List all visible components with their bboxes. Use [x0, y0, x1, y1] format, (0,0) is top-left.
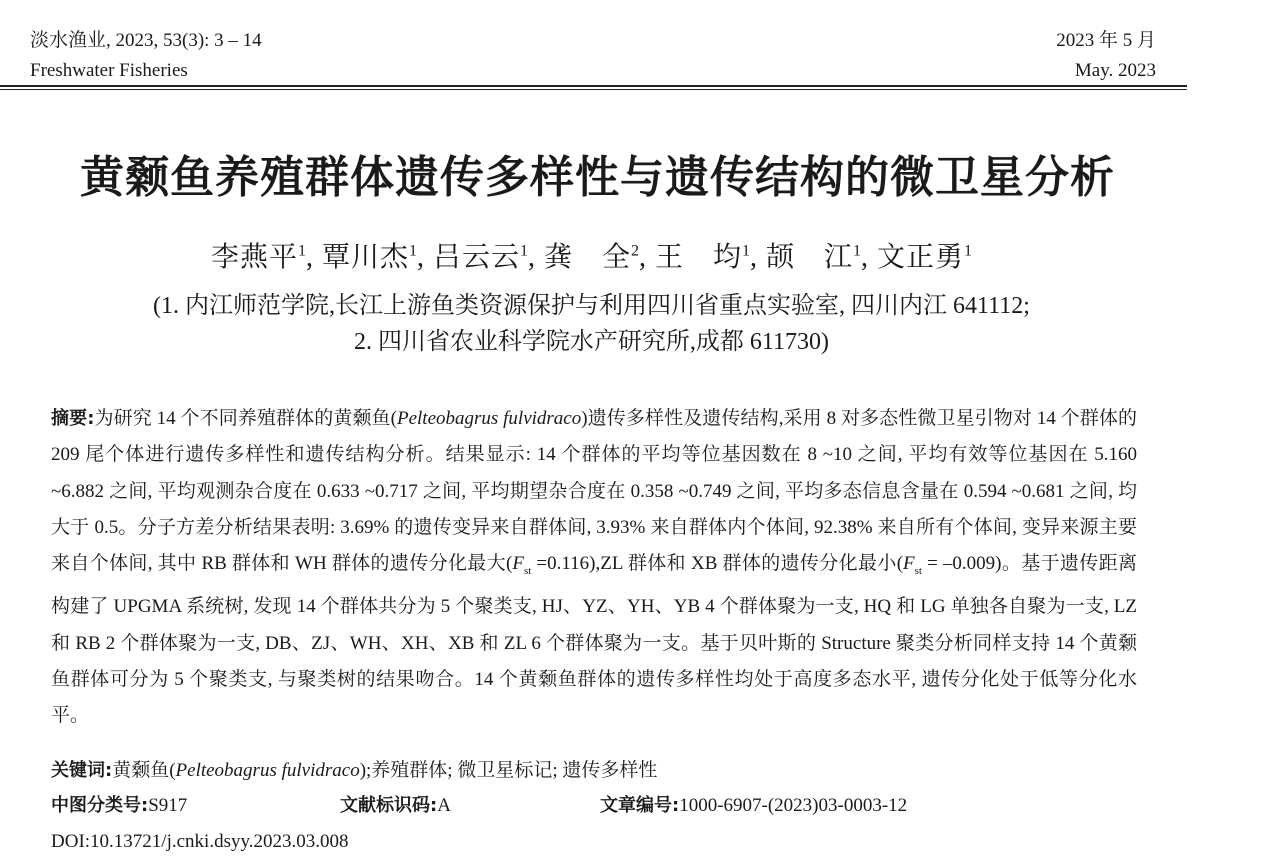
article-number — [600, 790, 907, 822]
keywords-line — [51, 755, 657, 787]
article-number-label: 文章编号: — [600, 795, 680, 816]
author-name: 颉 江 — [766, 242, 854, 273]
journal-name-en: Freshwater Fisheries — [30, 60, 188, 81]
keywords-text: );养殖群体; 微卫星标记; 遗传多样性 — [359, 760, 658, 781]
document-code-value: A — [437, 795, 451, 816]
author-affiliation-mark: 1 — [297, 242, 306, 260]
species-name: Pelteobagrus fulvidraco — [396, 408, 582, 429]
author-affiliation-mark: 1 — [408, 242, 417, 260]
abstract-text: 为研究 14 个不同养殖群体的黄颡鱼( — [94, 408, 397, 429]
affiliation-block — [0, 288, 1183, 360]
journal-citation-cn: 淡水渔业, 2023, 53(3): 3 – 14 — [30, 30, 262, 51]
abstract-text: = –0.009)。基于遗传距离构建了 UPGMA 系统树, 发现 14 个群体共分为 5 个聚类支, HJ、YZ、YH、YB 4 个群体聚为一支, HQ 和 LG 单独各自聚为一支, LZ 和 RB 2 个群体聚为一支, DB、ZJ、WH、XH、XB 和 ZL 6 个群体聚为一支。基于贝叶斯的 Structure 聚类分析同样支持 14 个黄颡鱼群体可分为 5 个聚类支, 与聚类树的结果吻合。14 个黄颡鱼群体的遗传多样性均处于高度多态水平, 遗传分化处于低等分化水平。 — [51, 553, 1137, 727]
author-affiliation-mark: 1 — [853, 242, 862, 260]
abstract-paragraph — [51, 401, 1137, 734]
header-rule-thick — [0, 85, 1187, 87]
journal-header-left — [30, 26, 262, 86]
clc-number — [51, 790, 187, 822]
author-name: 李燕平 — [210, 242, 298, 273]
issue-date-cn: 2023 年 5 月 — [1056, 30, 1156, 51]
issue-date-en: May. 2023 — [1074, 60, 1156, 81]
abstract-text: =0.116),ZL 群体和 XB 群体的遗传分化最小( — [531, 553, 904, 575]
fst-symbol: $F_{st}$ — [903, 553, 922, 577]
author-name: 覃川杰 — [321, 242, 409, 273]
journal-header-right — [1056, 26, 1156, 86]
author-name: 王 均 — [655, 242, 743, 273]
doi[interactable]: DOI:10.13721/j.cnki.dsyy.2023.03.008 — [51, 831, 349, 852]
author-list: 李燕平$^1$, 覃川杰$^1$, 吕云云$^1$, 龚 全$^2$, 王 均$^1$, 颉 江$^1$, 文正勇$^1$ — [210, 242, 973, 273]
keywords-label: 关键词: — [51, 760, 113, 781]
header-rule-thin — [0, 89, 1187, 90]
author-name: 吕云云 — [432, 242, 520, 273]
clc-value: S917 — [148, 795, 188, 816]
keywords-text: 黄颡鱼( — [112, 760, 176, 781]
abstract-text: )遗传多样性及遗传结构,采用 8 对多态性微卫星引物对 14 个群体的 209 尾个体进行遗传多样性和遗传结构分析。结果显示: 14 个群体的平均等位基因数在 8 ~10 之间, 平均有效等位基因在 5.160 ~6.882 之间, 平均观测杂合度在 0.633 ~0.717 之间, 平均期望杂合度在 0.358 ~0.749 之间, 平均多态信息含量在 0.594 ~0.681 之间, 均大于 0.5。分子方差分析结果表明: 3.69% 的遗传变异来自群体间, 3.93% 来自群体内个体间, 92.38% 来自所有个体间, 变异来源主要来自个体间, 其中 RB 群体和 WH 群体的遗传分化最大( — [51, 408, 1137, 575]
author-name: 龚 全 — [543, 242, 631, 273]
abstract-label: 摘要: — [51, 408, 95, 429]
article-number-value: 1000-6907-(2023)03-0003-12 — [679, 795, 908, 816]
species-name: Pelteobagrus fulvidraco — [175, 760, 360, 781]
author-affiliation-mark: 2 — [631, 242, 639, 260]
author-affiliation-mark: 1 — [964, 242, 973, 260]
fst-symbol: $F_{st}$ — [512, 553, 532, 577]
document-code — [340, 790, 451, 822]
document-code-label: 文献标识码: — [340, 795, 438, 816]
clc-label: 中图分类号: — [51, 795, 149, 816]
paper-title: 黄颡鱼养殖群体遗传多样性与遗传结构的微卫星分析 — [80, 152, 1115, 203]
author-affiliation-mark: 1 — [742, 242, 751, 260]
author-name: 文正勇 — [877, 242, 965, 273]
affiliation-line-1: (1. 内江师范学院,长江上游鱼类资源保护与利用四川省重点实验室, 四川内江 641112; — [153, 293, 1030, 319]
author-affiliation-mark: 1 — [519, 242, 528, 260]
affiliation-line-2: 2. 四川省农业科学院水产研究所,成都 611730) — [353, 329, 830, 355]
